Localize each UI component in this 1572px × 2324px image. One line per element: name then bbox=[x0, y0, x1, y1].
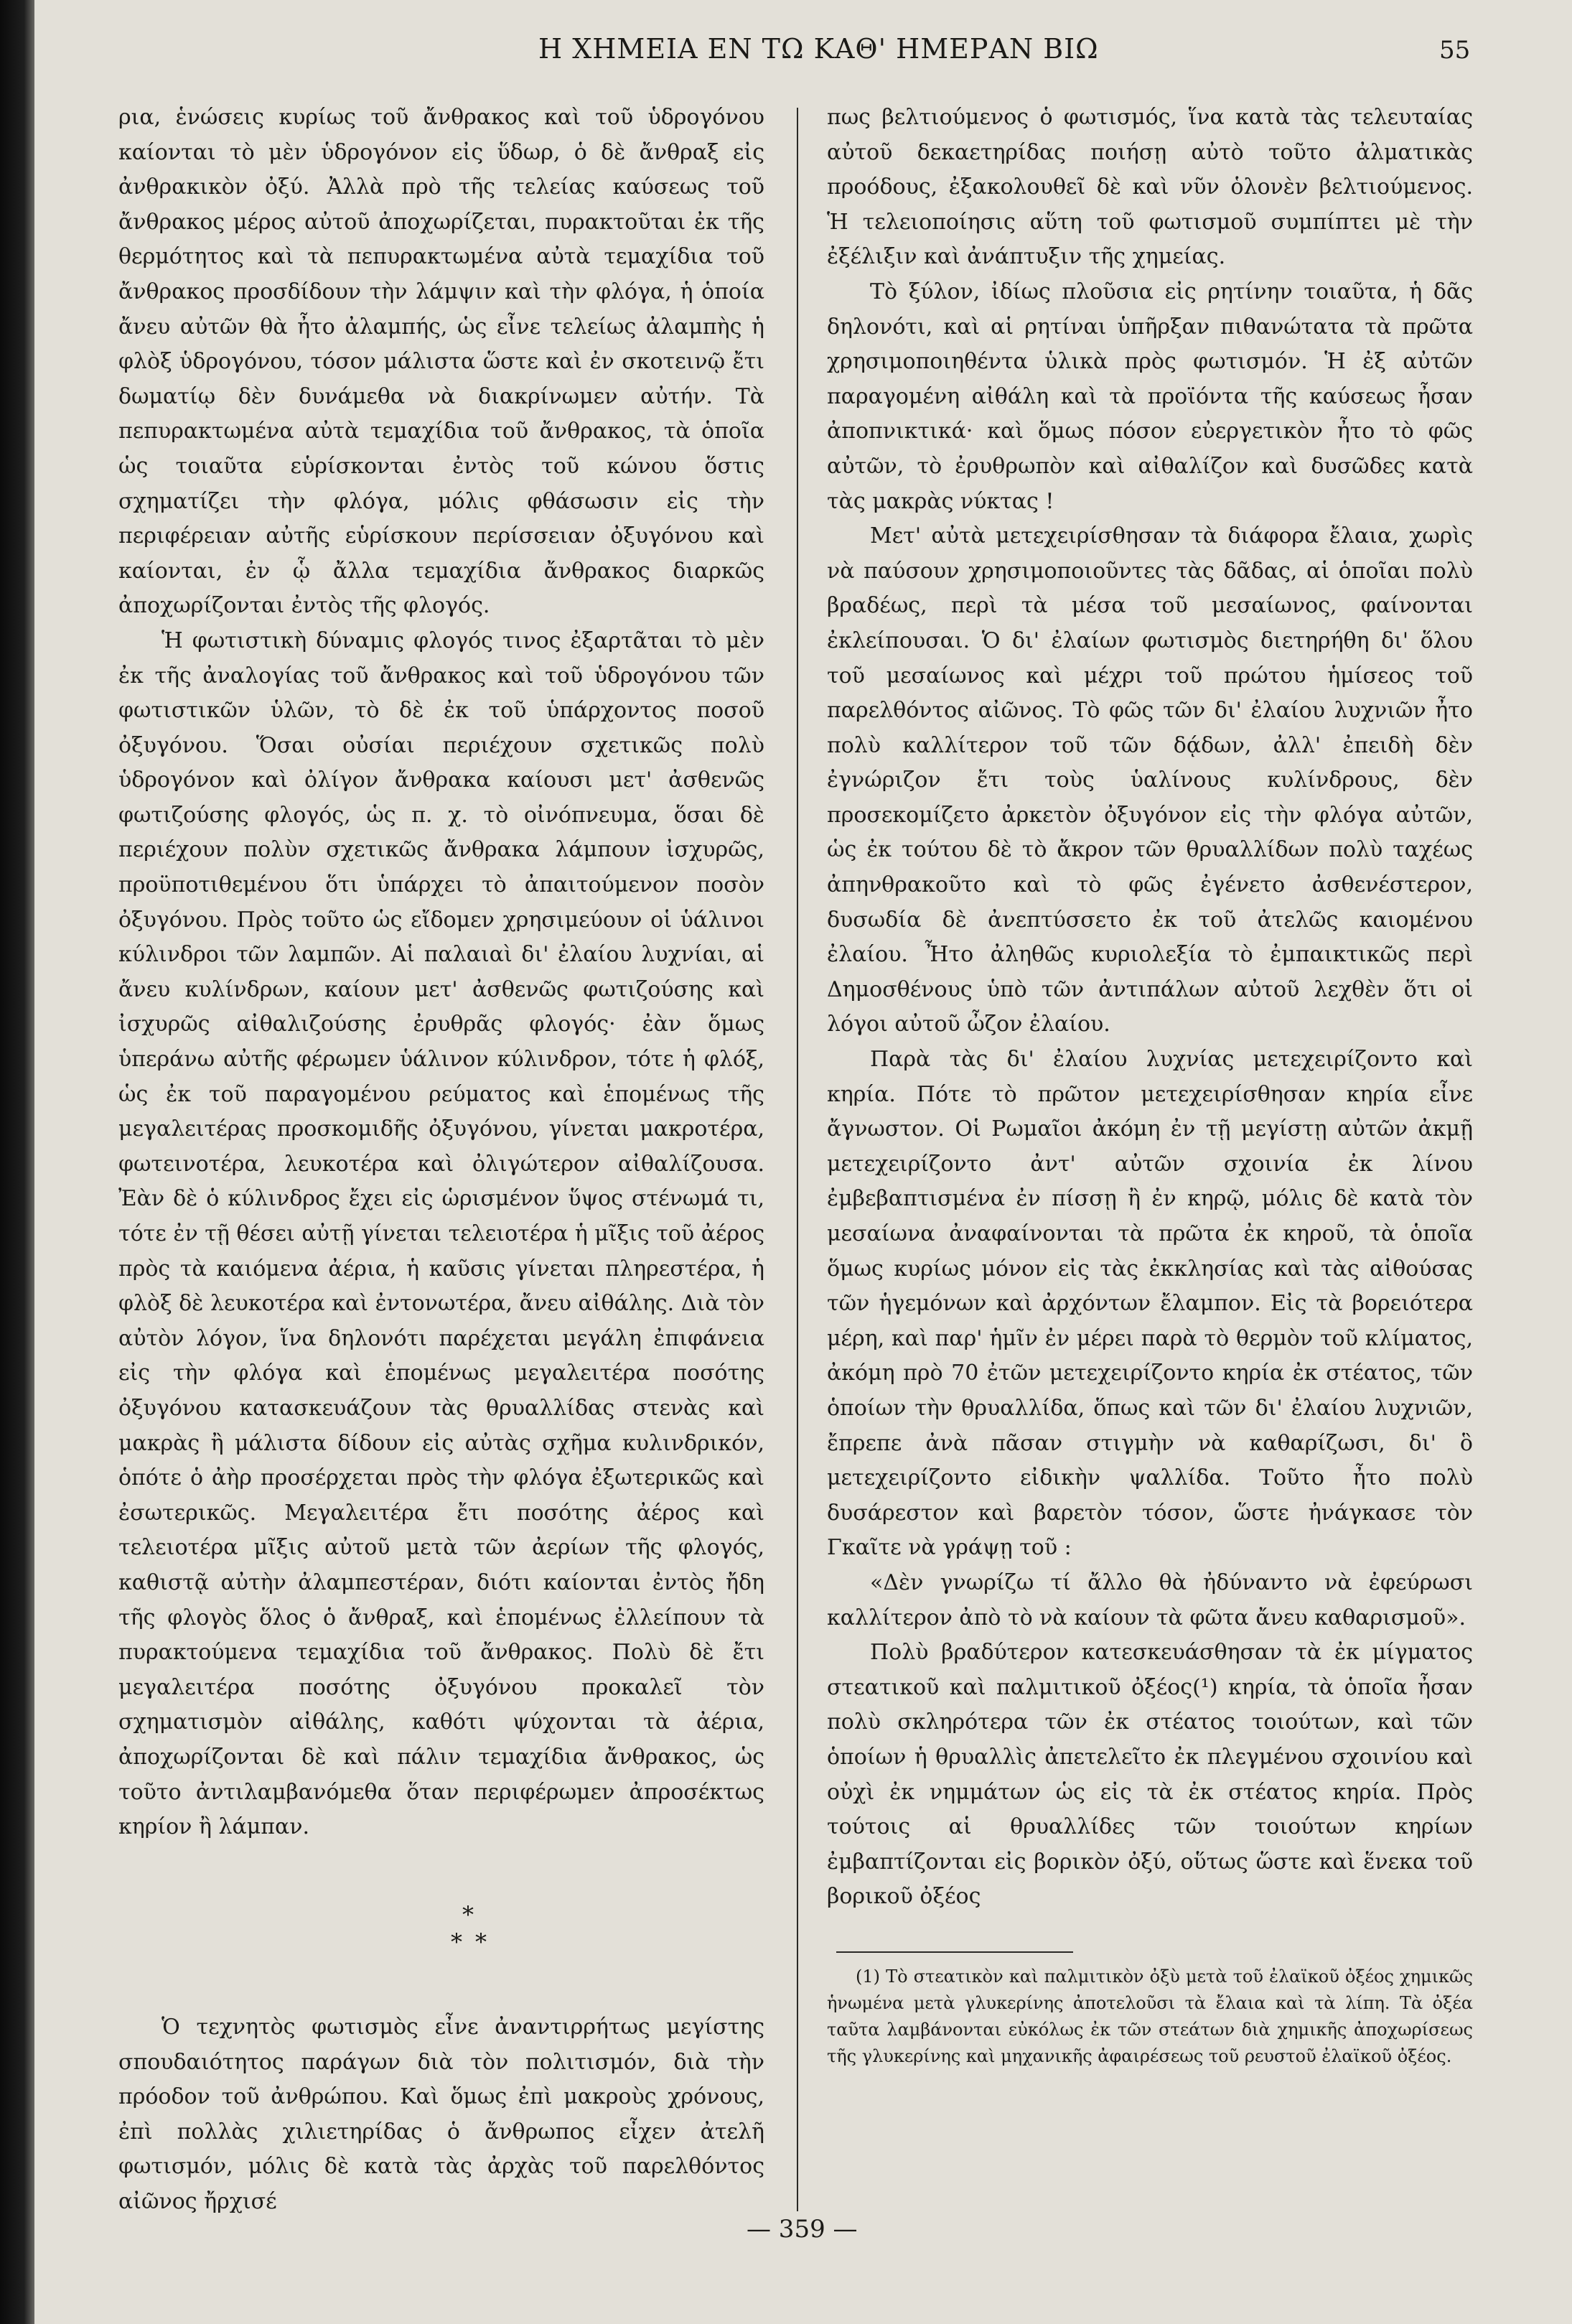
right-paragraph-2: Τὸ ξύλον, ἰδίως πλοῦσια εἰς ρητίνην τοιαῦτα, ἡ δᾶς δηλονότι, καὶ αἱ ρητίναι ὑπῆρξαν πιθανώτατα τὰ πρῶτα χρησιμοποιηθέντα ὑλικὰ πρὸς φωτισμόν. Ἡ ἐξ αὐτῶν παραγομένη αἰθάλη καὶ τὰ προϊόντα τῆς καύσεως ἦσαν ἀποπνικτικά· καὶ ὅμως πόσον εὐεργετικὸν ἦτο τὸ φῶς αὐτῶν, τὸ ἐρυθρωπὸν καὶ αἰθαλίζον καὶ δυσῶδες κατὰ τὰς μακρὰς νύκτας ! bbox=[827, 279, 1473, 514]
separator-star-3: * bbox=[475, 1928, 487, 1956]
book-spine-shadow bbox=[0, 0, 34, 2324]
left-closing-block bbox=[118, 2010, 764, 2220]
left-column bbox=[118, 101, 764, 1845]
right-paragraph-1: πως βελτιούμενος ὁ φωτισμός, ἵνα κατὰ τὰς τελευταίας αὐτοῦ δεκαετηρίδας ποιήσῃ αὐτὸ τοῦτο ἀλματικὰς προόδους, ἐξακολουθεῖ δὲ καὶ νῦν ὁλονὲν βελτιούμενος. Ἡ τελειοποίησις αὕτη τοῦ φωτισμοῦ συμπίπτει μὲ τὴν ἐξέλιξιν καὶ ἀνάπτυξιν τῆς χημείας. bbox=[827, 105, 1473, 270]
page-header bbox=[0, 33, 1572, 76]
separator-star-1: * bbox=[462, 1901, 474, 1928]
right-paragraph-3: Μετ' αὐτὰ μετεχειρίσθησαν τὰ διάφορα ἔλαια, χωρὶς νὰ παύσουν χρησιμοποιοῦντες τὰς δᾶδας, αἱ ὁποῖαι πολὺ βραδέως, περὶ τὰ μέσα τοῦ μεσαίωνος, φαίνονται ἐκλείπουσαι. Ὁ δι' ἐλαίων φωτισμὸς διετηρήθη δι' ὅλου τοῦ μεσαίωνος καὶ μέχρι τοῦ πρώτου ἡμίσεος τοῦ παρελθόντος αἰῶνος. Τὸ φῶς τῶν δι' ἐλαίου λυχνιῶν ἦτο πολὺ καλλίτερον τοῦ τῶν δᾴδων, ἀλλ' ἐπειδὴ δὲν ἐγνώριζον ἔτι τοὺς ὑαλίνους κυλίνδρους, δὲν προσεκομίζετο ἀρκετὸν ὀξυγόνον εἰς τὴν φλόγα αὐτῶν, ὡς ἐκ τούτου δὲ τὸ ἄκρον τῶν θρυαλλίδων πολὺ ταχέως ἀπηνθρακοῦτο καὶ τὸ φῶς ἐγένετο ἀσθενέστερον, δυσωδία δὲ ἀνεπτύσσετο ἐκ τοῦ ἀτελῶς καιομένου ἐλαίου. Ἦτο ἀληθῶς κυριολεξία τὸ ἐμπαικτικῶς περὶ Δημοσθένους ὑπὸ τῶν ἀντιπάλων αὐτοῦ λεχθὲν ὅτι οἱ λόγοι αὐτοῦ ὦζον ἐλαίου. bbox=[827, 523, 1473, 1037]
left-closing-paragraph: Ὁ τεχνητὸς φωτισμὸς εἶνε ἀναντιρρήτως μεγίστης σπουδαιότητος παράγων διὰ τὸν πολιτισμόν, διὰ τὴν πρόοδον τοῦ ἀνθρώπου. Καὶ ὅμως ἐπὶ μακροὺς χρόνους, ἐπὶ πολλὰς χιλιετηρίδας ὁ ἄνθρωπος εἶχεν ἀτελῆ φωτισμόν, μόλις δὲ κατὰ τὰς ἀρχὰς τοῦ παρελθόντος αἰῶνος ἤρχισέ bbox=[118, 2015, 764, 2214]
page-number-top: 55 bbox=[1439, 36, 1471, 65]
column-divider bbox=[797, 108, 798, 2211]
section-separator bbox=[431, 1901, 517, 1973]
footnote-text: (1) Τὸ στεατικὸν καὶ παλμιτικὸν ὀξὺ μετὰ τοῦ ἐλαϊκοῦ ὀξέος χημικῶς ἡνωμένα μετὰ γλυκερίνης ἀποτελοῦσι τὰ ἔλαια καὶ τὰ λίπη. Τὰ ὀξέα ταῦτα λαμβάνονται εὐκόλως ἐκ τῶν στεάτων διὰ χημικῆς ἀποχωρίσεως τῆς γλυκερίνης καὶ μηχανικῆς ἀφαιρέσεως τοῦ ρευστοῦ ἐλαϊκοῦ ὀξέος. bbox=[827, 1966, 1473, 2066]
page-number-bottom: — 359 — bbox=[747, 2215, 858, 2244]
right-column bbox=[827, 101, 1473, 1915]
running-title: Η ΧΗΜΕΙΑ ΕΝ ΤΩ ΚΑΘ' ΗΜΕΡΑΝ ΒΙΩ bbox=[538, 33, 1099, 65]
footnote-rule bbox=[836, 1951, 1073, 1953]
left-paragraph-1: ρια, ἑνώσεις κυρίως τοῦ ἄνθρακος καὶ τοῦ ὑδρογόνου καίονται τὸ μὲν ὑδρογόνον εἰς ὕδωρ, ὁ δὲ ἄνθραξ εἰς ἀνθρακικὸν ὀξύ. Ἀλλὰ πρὸ τῆς τελείας καύσεως τοῦ ἄνθρακος μέρος αὐτοῦ ἀποχωρίζεται, πυρακτοῦται ἐκ τῆς θερμότητος καὶ τὰ πεπυρακτωμένα αὐτὰ τεμαχίδια τοῦ ἄνθρακος προσδίδουν τὴν λάμψιν καὶ τὴν φλόγα, ἡ ὁποία ἄνευ αὐτῶν θὰ ἦτο ἀλαμπής, ὡς εἶνε τελείως ἀλαμπὴς ἡ φλὸξ ὑδρογόνου, τόσον μάλιστα ὥστε καὶ ἐν σκοτεινῷ ἔτι δωματίῳ δὲν δυνάμεθα νὰ διακρίνωμεν αὐτήν. Τὰ πεπυρακτωμένα αὐτὰ τεμαχίδια τοῦ ἄνθρακος, τὰ ὁποῖα ὡς τοιαῦτα εὑρίσκονται ἐντὸς τοῦ κώνου ὅστις σχηματίζει τὴν φλόγα, μόλις φθάσωσιν εἰς τὴν περιφέρειαν αὐτῆς εὑρίσκουν περίσσειαν ὀξυγόνου καὶ καίονται, ἐν ᾧ ἄλλα τεμαχίδια ἄνθρακος διαρκῶς ἀποχωρίζονται ἐντὸς τῆς φλογός. bbox=[118, 105, 764, 619]
goethe-quote: «Δὲν γνωρίζω τί ἄλλο θὰ ἠδύναντο νὰ ἐφεύρωσι καλλίτερον ἀπὸ τὸ νὰ καίουν τὰ φῶτα ἄνευ καθαρισμοῦ». bbox=[827, 1569, 1473, 1630]
left-paragraph-2: Ἡ φωτιστικὴ δύναμις φλογός τινος ἐξαρτᾶται τὸ μὲν ἐκ τῆς ἀναλογίας τοῦ ἄνθρακος καὶ τοῦ ὑδρογόνου τῶν φωτιστικῶν ὑλῶν, τὸ δὲ ἐκ τοῦ ὑπάρχοντος ποσοῦ ὀξυγόνου. Ὅσαι οὐσίαι περιέχουν σχετικῶς πολὺ ὑδρογόνον καὶ ὀλίγον ἄνθρακα καίουσι μετ' ἀσθενῶς φωτιζούσης φλογός, ὡς π. χ. τὸ οἰνόπνευμα, ὅσαι δὲ περιέχουν πολὺν σχετικῶς ἄνθρακα λάμπουν ἰσχυρῶς, προϋποτιθεμένου ὅτι ὑπάρχει τὸ ἀπαιτούμενον ποσὸν ὀξυγόνου. Πρὸς τοῦτο ὡς εἴδομεν χρησιμεύουν οἱ ὑάλινοι κύλινδροι τῶν λαμπῶν. Αἱ παλαιαὶ δι' ἐλαίου λυχνίαι, αἱ ἄνευ κυλίνδρων, καίουν μετ' ἀσθενῶς φωτιζούσης καὶ ἰσχυρῶς αἰθαλιζούσης ἐρυθρᾶς φλογός· ἐὰν ὅμως ὑπεράνω αὐτῆς φέρωμεν ὑάλινον κύλινδρον, τότε ἡ φλόξ, ὡς ἐκ τοῦ παραγομένου ρεύματος καὶ ἑπομένως τῆς μεγαλειτέρας προσκομιδῆς ὀξυγόνου, γίνεται μακροτέρα, φωτεινοτέρα, λευκοτέρα καὶ ὀλιγώτερον αἰθαλίζουσα. Ἐὰν δὲ ὁ κύλινδρος ἔχει εἰς ὡρισμένον ὕψος στένωμά τι, τότε ἐν τῇ θέσει αὐτῇ γίνεται τελειοτέρα ἡ μῖξις τοῦ ἀέρος πρὸς τὰ καιόμενα ἀέρια, ἡ καῦσις γίνεται πληρεστέρα, ἡ φλὸξ δὲ λευκοτέρα καὶ ἐντονωτέρα, ἄνευ αἰθάλης. Διὰ τὸν αὐτὸν λόγον, ἵνα δηλονότι παρέχεται μεγάλη ἐπιφάνεια εἰς τὴν φλόγα καὶ ἑπομένως μεγαλειτέρα ποσότης ὀξυγόνου κατασκευάζουν τὰς θρυαλλίδας στενὰς καὶ μακρὰς ἢ μάλιστα δίδουν εἰς αὐτὰς σχῆμα κυλινδρικόν, ὁπότε ὁ ἀὴρ προσέρχεται πρὸς τὴν φλόγα ἐξωτερικῶς καὶ ἐσωτερικῶς. Μεγαλειτέρα ἔτι ποσότης ἀέρος καὶ τελειοτέρα μῖξις αὐτοῦ μετὰ τῶν ἀερίων τῆς φλογός, καθιστᾷ αὐτὴν ἀλαμπεστέραν, διότι καίονται ἐντὸς ἤδη τῆς φλογὸς ὅλος ὁ ἄνθραξ, καὶ ἑπομένως ἐλλείπουν τὰ πυρακτούμενα τεμαχίδια τοῦ ἄνθρακος. Πολὺ δὲ ἔτι μεγαλειτέρα ποσότης ὀξυγόνου προκαλεῖ τὸν σχηματισμὸν αἰθάλης, καθότι ψύχονται τὰ ἀέρια, ἀποχωρίζονται δὲ καὶ πάλιν τεμαχίδια ἄνθρακος, ὡς τοῦτο ἀντιλαμβανόμεθα ὅταν περιφέρωμεν ἀπροσέκτως κηρίον ἢ λάμπαν. bbox=[118, 627, 764, 1840]
right-paragraph-5: Πολὺ βραδύτερον κατεσκευάσθησαν τὰ ἐκ μίγματος στεατικοῦ καὶ παλμιτικοῦ ὀξέος(¹) κηρία, τὰ ὁποῖα ἦσαν πολὺ σκληρότερα τῶν ἐκ στέατος τοιούτων, καὶ τῶν ὁποίων ἡ θρυαλλὶς ἀπετελεῖτο ἐκ πλεγμένου σχοινίου καὶ οὐχὶ ἐκ νημμάτων ὡς εἰς τὰ ἐκ στέατος κηρία. Πρὸς τούτοις αἱ θρυαλλίδες τῶν τοιούτων κηρίων ἐμβαπτίζονται εἰς βορικὸν ὀξύ, οὕτως ὥστε καὶ ἕνεκα τοῦ βορικοῦ ὀξέος bbox=[827, 1640, 1473, 1910]
footnote bbox=[827, 1964, 1473, 2070]
right-paragraph-4: Παρὰ τὰς δι' ἐλαίου λυχνίας μετεχειρίζοντο καὶ κηρία. Πότε τὸ πρῶτον μετεχειρίσθησαν κηρία εἶνε ἄγνωστον. Οἱ Ρωμαῖοι ἀκόμη ἐν τῇ μεγίστῃ αὐτῶν ἀκμῇ μετεχειρίζοντο ἀντ' αὐτῶν σχοινία ἐκ λίνου ἐμβεβαπτισμένα ἐν πίσσῃ ἢ ἐν κηρῷ, μόλις δὲ κατὰ τὸν μεσαίωνα ἀναφαίνονται τὰ πρῶτα ἐκ κηροῦ, τὰ ὁποῖα ὅμως κυρίως μόνον εἰς τὰς ἐκκλησίας καὶ τὰς αἰθούσας τῶν ἡγεμόνων καὶ ἀρχόντων ἔλαμπον. Εἰς τὰ βορειότερα μέρη, καὶ παρ' ἡμῖν ἐν μέρει παρὰ τὸ θερμὸν τοῦ κλίματος, ἀκόμη πρὸ 70 ἐτῶν μετεχειρίζοντο κηρία ἐκ στέατος, τῶν ὁποίων τὴν θρυαλλίδα, ὅπως καὶ τῶν δι' ἐλαίου λυχνιῶν, ἔπρεπε ἀνὰ πᾶσαν στιγμὴν νὰ καθαρίζωσι, δι' ὃ μετεχειρίζοντο εἰδικὴν ψαλλίδα. Τοῦτο ἦτο πολὺ δυσάρεστον καὶ βαρετὸν τόσον, ὥστε ἠνάγκασε τὸν Γκαῖτε νὰ γράψῃ τοῦ : bbox=[827, 1047, 1473, 1561]
separator-star-2: * bbox=[451, 1928, 462, 1956]
